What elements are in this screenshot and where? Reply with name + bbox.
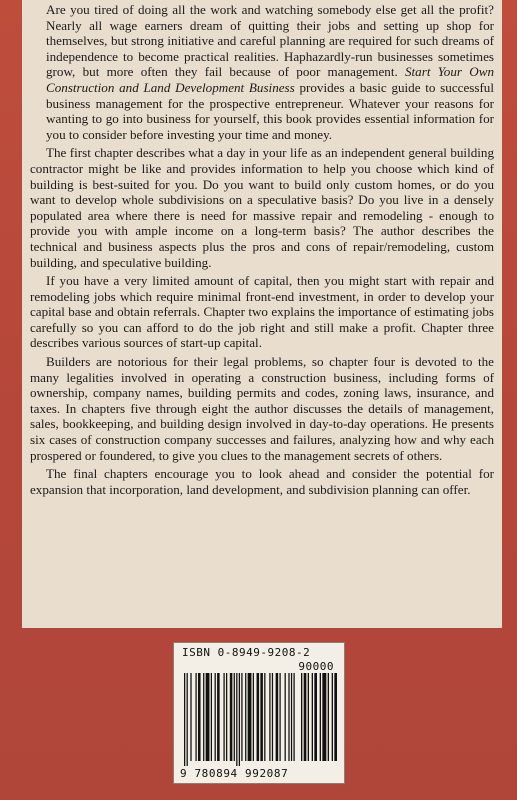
blurb-paragraph-2: The first chapter describes what a day in your life as an independent general building contractor might be like and provides information to help you choose which kind of building is best-suited for you. Do you want to build only custom homes, or do you want to develop whole subdivisions on a speculative basis? Do you live in a densely populated area where there is need for massive repair and remodeling - enough to provide you with ample income on a long-term basis? The author describes the technical and business aspects plus the pros and cons of repair/remodeling, custom building, and speculative building. bbox=[30, 145, 494, 270]
book-title: Start Your Own Construction and Land Development Business bbox=[46, 64, 494, 95]
blurb-text: Are you tired of doing all the work and watching somebody else get all the profit? Nearly all wage earners dream of quitting their jobs and setting up shop for themselves, but strong initiative and careful planning are required for such dreams of independence to become practical realities. Haphazardly-run businesses sometimes grow, but more often they fail because of poor management. bbox=[46, 2, 494, 80]
barcode-bar bbox=[239, 673, 240, 766]
isbn-label: ISBN 0-8949-9208-2 bbox=[182, 646, 311, 659]
barcode-bar bbox=[301, 673, 302, 761]
barcode-bar bbox=[217, 673, 220, 761]
barcode-bar bbox=[234, 673, 235, 761]
barcode-bar bbox=[184, 673, 185, 766]
barcode-bar bbox=[226, 673, 227, 761]
barcode-bar bbox=[322, 673, 326, 761]
barcode-bar bbox=[241, 673, 242, 761]
blurb-paragraph-5: The final chapters encourage you to look ahead and consider the potential for expansion that incorporation, land development, and subdivision planning can offer. bbox=[30, 466, 494, 497]
barcode-bar bbox=[291, 673, 292, 761]
barcode-bar bbox=[260, 673, 263, 761]
barcode-bar bbox=[190, 673, 191, 761]
barcode-bar bbox=[269, 673, 270, 761]
blurb-paragraph-3: If you have a very limited amount of capital, then you might start with repair and remodeling jobs which require minimal front-end investment, in order to develop your capital base and obtain referrals. Chapter two explains the importance of estimating jobs carefully so you can afford to do the job right and still make a profit. Chapter three describes various sources of start-up capital. bbox=[30, 273, 494, 351]
barcode-bar bbox=[187, 673, 188, 766]
blurb-text: provides a basic guide to successful business management for the prospective entrepreneur. Whatever your reasons for wanting to go into business for yourself, this book provides essential information for you to consider before investing your time and money. bbox=[46, 79, 494, 142]
barcode-bar bbox=[206, 673, 210, 761]
barcode-bar bbox=[304, 673, 307, 761]
barcode-bar bbox=[314, 673, 317, 761]
barcode-bar bbox=[211, 673, 212, 761]
barcode-bar bbox=[288, 673, 289, 761]
barcode-bar bbox=[248, 673, 252, 761]
barcode-bar bbox=[285, 673, 286, 761]
barcode-bar bbox=[223, 673, 224, 761]
barcode-bar bbox=[230, 673, 233, 761]
barcode-bar bbox=[279, 673, 280, 761]
barcode-bar bbox=[195, 673, 196, 761]
barcode-bar bbox=[264, 673, 265, 761]
ean-number: 9 780894 992087 bbox=[180, 767, 289, 780]
barcode-bar bbox=[198, 673, 201, 761]
barcode-bar bbox=[308, 673, 309, 761]
addon-barcode-bars-icon bbox=[301, 673, 337, 766]
barcode-bar bbox=[272, 673, 273, 761]
barcode-bar bbox=[215, 673, 216, 761]
barcode-bar bbox=[257, 673, 260, 761]
blurb-paragraph-1 bbox=[30, 2, 494, 142]
barcode-bar bbox=[334, 673, 337, 761]
barcode-bar bbox=[293, 673, 294, 761]
isbn-barcode bbox=[173, 642, 345, 784]
barcode-bar bbox=[236, 673, 237, 766]
barcode-bar bbox=[276, 673, 279, 761]
barcode-bar bbox=[245, 673, 246, 761]
barcode-bar bbox=[328, 673, 329, 761]
barcode-bar bbox=[253, 673, 254, 761]
barcode-bar bbox=[320, 673, 321, 761]
barcode-bar bbox=[312, 673, 313, 761]
barcode-bar bbox=[332, 673, 333, 761]
blurb-paragraph-4: Builders are notorious for their legal problems, so chapter four is devoted to the many legalities involved in operating a construction business, including forms of ownership, company names, building permits and codes, zoning laws, insurance, and taxes. In chapters five through eight the author discusses the details of management, sales, bookkeeping, and building design involved in day-to-day operations. He presents six cases of construction company successes and failures, analyzing how and why each prospered or foundered, to give you clues to the management secrets of others. bbox=[30, 354, 494, 463]
barcode-bars-icon bbox=[184, 673, 296, 766]
barcode-bar bbox=[203, 673, 204, 761]
price-code: 90000 bbox=[298, 660, 334, 673]
blurb-panel bbox=[22, 0, 502, 628]
